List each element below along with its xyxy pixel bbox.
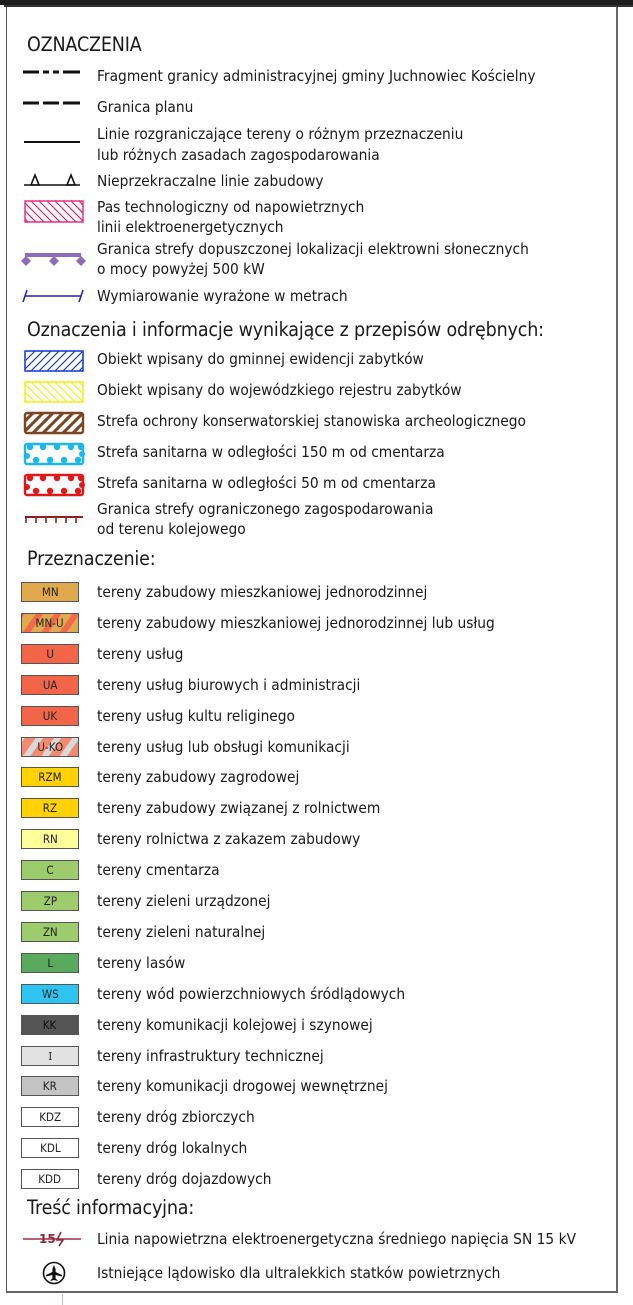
landuse-swatch [21,860,79,880]
legend-label: Pas technologiczny od napowietrznych [97,198,365,216]
dimension-line-icon [21,286,89,306]
legend-label: Granica strefy ograniczonego zagospodarowania [97,500,434,518]
landuse-label: tereny zieleni urządzonej [97,892,271,910]
landuse-label: tereny cmentarza [97,861,220,880]
legend-label: Granica planu [97,98,194,116]
landuse-swatch [21,953,79,973]
railway-tick-line-icon [21,511,89,531]
landuse-code: KDL [39,1141,61,1156]
legend-label: Wymiarowanie wyrażone w metrach [97,287,348,305]
landuse-swatch [21,1015,79,1035]
cyan-dots-icon [21,442,89,466]
purple-diamond-line-icon [21,247,89,271]
landuse-label: tereny lasów [97,953,186,972]
landuse-label: tereny usług biurowych i administracji [97,675,361,694]
section-title-regulations: Oznaczenia i informacje wynikające z przepisów odrębnych: [27,318,544,341]
landuse-code: RN [42,832,58,847]
landuse-swatch [21,829,79,849]
landuse-code: MN [41,585,59,599]
legend-label: Istniejące lądowisko dla ultralekkich statków powietrznych [97,1264,501,1282]
landuse-label: tereny zabudowy zagrodowej [97,768,300,787]
landuse-swatch [21,984,79,1004]
legend-label: o mocy powyżej 500 kW [97,260,265,278]
power-line-voltage-text: 15 [39,1232,56,1246]
legend-label: Linie rozgraniczające tereny o różnym przeznaczeniu [97,125,464,143]
landuse-code: U [46,646,54,661]
section-title-info: Treść informacyjna: [27,1196,195,1219]
landuse-code: C [46,863,54,878]
solid-line-icon [21,132,89,152]
landuse-code: I [47,1048,53,1063]
legend-label: Obiekt wpisany do wojewódzkiego rejestru zabytków [97,381,462,399]
blue-hatch-icon [21,349,89,373]
landuse-code: RZM [38,770,62,785]
landuse-label: tereny wód powierzchniowych śródlądowych [97,984,406,1003]
landuse-code: U-KO [37,739,63,754]
landuse-label: tereny zabudowy związanej z rolnictwem [97,799,381,818]
red-dots-icon [21,473,89,497]
landuse-swatch [21,1169,79,1189]
legend-label: Granica strefy dopuszczonej lokalizacji elektrowni słonecznych [97,240,529,258]
landuse-swatch [21,1107,79,1127]
landuse-label: tereny usług [97,644,184,663]
landuse-label: tereny rolnictwa z zakazem zabudowy [97,830,361,849]
landuse-label: tereny dróg lokalnych [97,1139,248,1158]
section-title-designations: OZNACZENIA [27,33,142,56]
landuse-code: KDD [38,1172,62,1187]
legend-label: Strefa ochrony konserwatorskiej stanowiska archeologicznego [97,412,526,430]
power-line-15kv-icon [21,1229,89,1249]
legend-label: Fragment granicy administracyjnej gminy Juchnowiec Kościelny [97,67,536,85]
landuse-swatch [21,613,79,633]
landuse-swatch [21,737,79,757]
landuse-label: tereny zabudowy mieszkaniowej jednorodzinnej lub usług [97,613,495,632]
landuse-swatch [21,706,79,726]
legend-label: Strefa sanitarna w odległości 50 m od cmentarza [97,474,436,492]
landuse-code: UA [42,677,58,692]
landuse-code: L [47,955,53,970]
landuse-swatch [21,582,79,602]
pink-hatch-icon [21,199,89,223]
landuse-label: tereny dróg dojazdowych [97,1170,272,1189]
landuse-swatch [21,675,79,695]
triangle-building-line-icon [21,171,89,191]
landuse-label: tereny dróg zbiorczych [97,1108,255,1127]
yellow-hatch-icon [21,380,89,404]
legend-label: Linia napowietrzna elektroenergetyczna średniego napięcia SN 15 kV [97,1230,577,1248]
dashed-plan-boundary-line-icon [21,97,89,117]
legend-label: Strefa sanitarna w odległości 150 m od cmentarza [97,443,445,461]
landuse-label: tereny komunikacji kolejowej i szynowej [97,1015,373,1034]
brown-hatch-icon [21,411,89,435]
landuse-label: tereny usług lub obsługi komunikacji [97,737,350,756]
landuse-swatch [21,644,79,664]
panel-edge-line [62,1294,63,1305]
landuse-swatch [21,1138,79,1158]
map-legend-panel [6,7,618,1293]
legend-label: od terenu kolejowego [97,520,246,538]
landuse-label: tereny komunikacji drogowej wewnętrznej [97,1077,388,1096]
landuse-label: tereny zabudowy mieszkaniowej jednorodzinnej [97,583,428,601]
landuse-swatch [21,798,79,818]
landuse-code: KR [42,1079,57,1094]
landuse-swatch [21,891,79,911]
landuse-code: RZ [42,801,58,816]
landuse-code: ZP [43,894,57,908]
landuse-label: tereny usług kultu religinego [97,706,295,725]
landuse-label: tereny zieleni naturalnej [97,922,266,941]
landuse-code: WS [41,986,59,1001]
dash-dot-boundary-line-icon [21,66,89,86]
landuse-code: KDZ [39,1110,61,1125]
legend-label: lub różnych zasadach zagospodarowania [97,146,380,164]
legend-label: Obiekt wpisany do gminnej ewidencji zabytków [97,350,424,368]
legend-label: linii elektroenergetycznych [97,218,284,236]
landuse-code: UK [42,708,58,723]
landuse-swatch [21,922,79,942]
landuse-code: MN-U [36,615,64,630]
landuse-swatch [21,1046,79,1066]
landuse-label: tereny infrastruktury technicznej [97,1046,324,1065]
legend-label: Nieprzekraczalne linie zabudowy [97,172,324,190]
landuse-code: ZN [42,924,58,939]
section-title-landuse: Przeznaczenie: [27,547,156,570]
landuse-swatch [21,767,79,787]
airfield-plane-icon [21,1261,89,1285]
landuse-swatch [21,1076,79,1096]
landuse-code: KK [43,1017,57,1032]
